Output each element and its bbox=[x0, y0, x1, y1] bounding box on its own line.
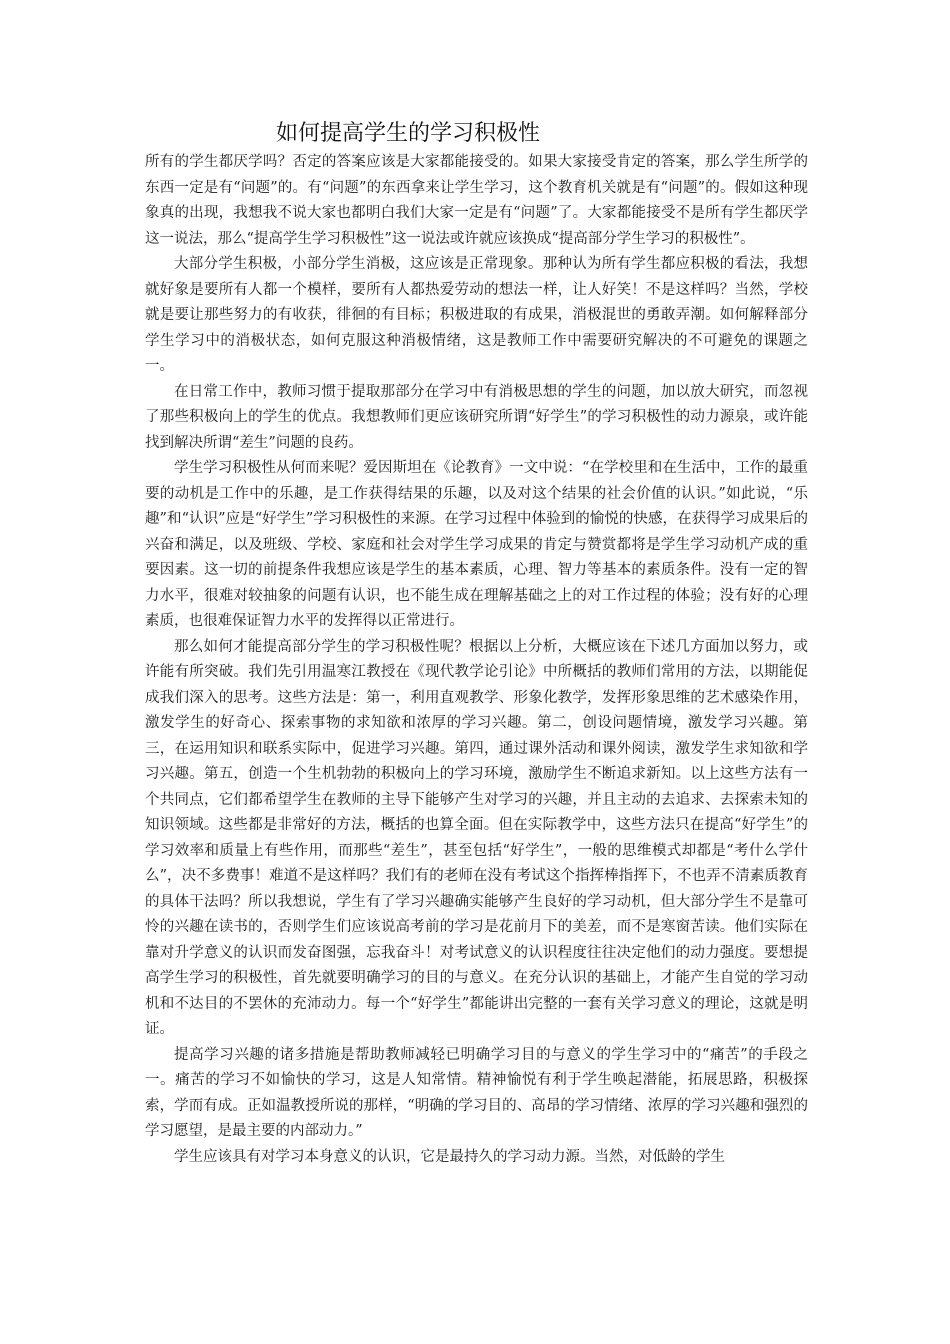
paragraph-2: 大部分学生积极，小部分学生消极，这应该是正常现象。那种认为所有学生都应积极的看法，我想就好象是要所有人都一个模样，要所有人都热爱劳动的想法一样，让人好笑！不是这样吗？当然，学校就是要让那些努力的有收获，徘徊的有目标；积极进取的有成果，消极混世的勇敢弄潮。如何解释部分学生学习中的消极状态，如何克服这种消极情绪，这是教师工作中需要研究解决的不可避免的课题之一。 bbox=[145, 256, 808, 374]
paragraph-7: 学生应该具有对学习本身意义的认识，它是最持久的学习动力源。当然，对低龄的学生 bbox=[174, 1148, 725, 1165]
paragraph-4: 学生学习积极性从何而来呢？爱因斯坦在《论教育》一文中说：“在学校里和在生活中，工作的最重要的动机是工作中的乐趣，是工作获得结果的乐趣，以及对这个结果的社会价值的认识。”如此说，“乐趣”和“认识”应是“好学生”学习积极性的来源。在学习过程中体验到的愉悦的快感，在获得学习成果后的兴奋和满足，以及班级、学校、家庭和社会对学生学习成果的肯定与赞赏都将是学生学习动机产成的重要因素。这一切的前提条件我想应该是学生的基本素质，心理、智力等基本的素质条件。没有一定的智力水平，很难对较抽象的问题有认识，也不能生成在理解基础之上的对工作过程的体验；没有好的心理素质，也很难保证智力水平的发挥得以正常进行。 bbox=[145, 460, 808, 629]
document-title: 如何提高学生的学习积极性 bbox=[276, 121, 541, 146]
paragraph-6: 提高学习兴趣的诸多措施是帮助教师减轻已明确学习目的与意义的学生学习中的“痛苦”的手段之一。痛苦的学习不如愉快的学习，这是人知常情。精神愉悦有利于学生唤起潜能，拓展思路，积极探索，学而有成。正如温教授所说的那样，“明确的学习目的、高昂的学习情绪、浓厚的学习兴趣和强烈的学习愿望，是最主要的内部动力。” bbox=[145, 1046, 808, 1139]
paragraph-3: 在日常工作中，教师习惯于提取那部分在学习中有消极思想的学生的问题，加以放大研究，而忽视了那些积极向上的学生的优点。我想教师们更应该研究所谓“好学生”的学习积极性的动力源泉，或许能找到解决所谓“差生”问题的良药。 bbox=[145, 383, 808, 451]
paragraph-1: 所有的学生都厌学吗？否定的答案应该是大家都能接受的。如果大家接受肯定的答案，那么学生所学的东西一定是有“问题”的。有“问题”的东西拿来让学生学习，这个教育机关就是有“问题”的。假如这种现象真的出现，我想我不说大家也都明白我们大家一定是有“问题”了。大家都能接受不是所有学生都厌学这一说法，那么“提高学生学习积极性”这一说法或许就应该换成“提高部分学生学习的积极性”。 bbox=[145, 154, 808, 247]
document-body bbox=[145, 150, 808, 1170]
paragraph-5: 那么如何才能提高部分学生的学习积极性呢？根据以上分析，大概应该在下述几方面加以努力，或许能有所突破。我们先引用温寒江教授在《现代教学论引论》中所概括的教师们常用的方法，以期能促成我们深入的思考。这些方法是：第一，利用直观教学、形象化教学，发挥形象思维的艺术感染作用，激发学生的好奇心、探索事物的求知欲和浓厚的学习兴趣。第二，创设问题情境，激发学习兴趣。第三，在运用知识和联系实际中，促进学习兴趣。第四，通过课外活动和课外阅读，激发学生求知欲和学习兴趣。第五，创造一个生机勃勃的积极向上的学习环境，激励学生不断追求新知。以上这些方法有一个共同点，它们都希望学生在教师的主导下能够产生对学习的兴趣，并且主动的去追求、去探索未知的知识领域。这些都是非常好的方法，概括的也算全面。但在实际教学中，这些方法只在提高“好学生”的学习效率和质量上有些作用，而那些“差生”，甚至包括“好学生”，一般的思维模式却都是“考什么学什么”，决不多费事！难道不是这样吗？我们有的老师在没有考试这个指挥棒指挥下，不也弄不清素质教育的具体干法吗？所以我想说，学生有了学习兴趣确实能够产生良好的学习动机，但大部分学生不是靠可怜的兴趣在读书的，否则学生们应该说高考前的学习是花前月下的美差，而不是寒窗苦读。他们实际在靠对升学意义的认识而发奋图强，忘我奋斗！对考试意义的认识程度往往决定他们的动力强度。要想提高学生学习的积极性，首先就要明确学习的目的与意义。在充分认识的基础上，才能产生自觉的学习动机和不达目的不罢休的充沛动力。每一个“好学生”都能讲出完整的一套有关学习意义的理论，这就是明证。 bbox=[145, 638, 808, 1037]
